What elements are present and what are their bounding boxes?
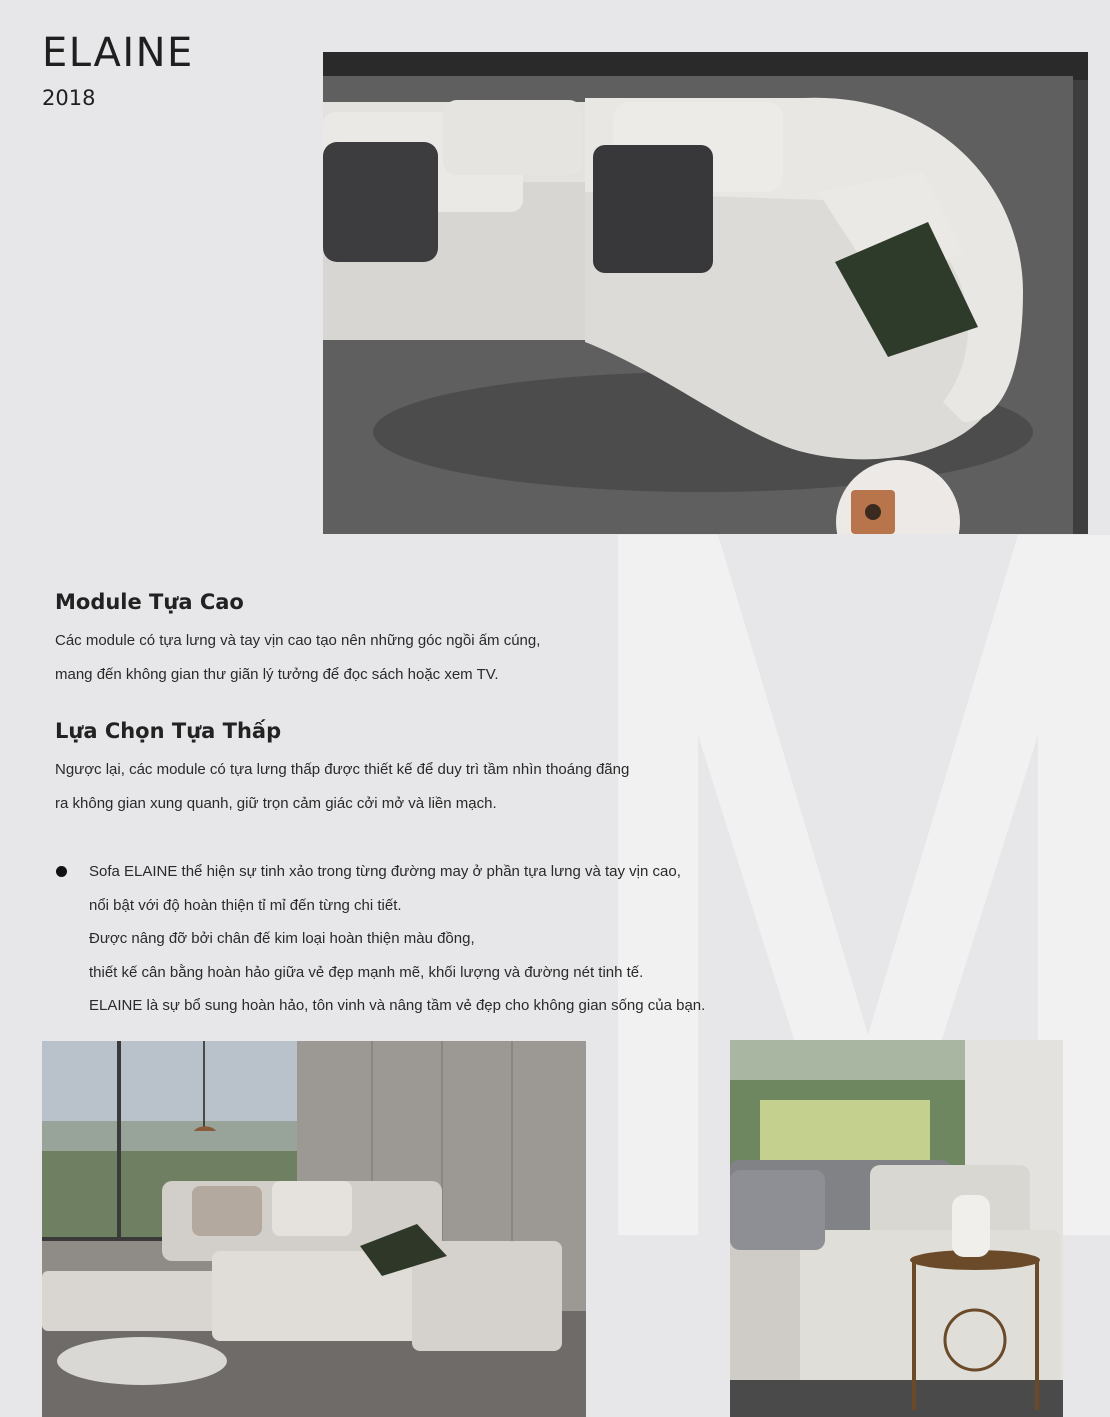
high-back-section <box>55 590 735 692</box>
high-back-heading: Module Tựa Cao <box>55 590 244 614</box>
low-back-section <box>55 719 735 821</box>
high-back-line-1: Các module có tựa lưng và tay vịn cao tạo nên những góc ngồi ấm cúng, <box>55 632 541 649</box>
low-back-line-2: ra không gian xung quanh, giữ trọn cảm giác cởi mở và liền mạch. <box>55 795 497 812</box>
low-back-line-1: Ngược lại, các module có tựa lưng thấp được thiết kế để duy trì tầm nhìn thoáng đãng <box>55 761 630 778</box>
highlight-line-5: ELAINE là sự bổ sung hoàn hảo, tôn vinh và nâng tầm vẻ đẹp cho không gian sống của bạn. <box>89 997 706 1014</box>
living-room-photo <box>42 1041 586 1417</box>
high-back-line-2: mang đến không gian thư giãn lý tưởng để đọc sách hoặc xem TV. <box>55 666 499 683</box>
low-back-heading: Lựa Chọn Tựa Thấp <box>55 719 282 743</box>
sofa-detail-photo <box>730 1040 1063 1417</box>
highlight-line-3: Được nâng đỡ bởi chân đế kim loại hoàn thiện màu đồng, <box>89 930 475 947</box>
bullet-dot-icon <box>56 866 67 877</box>
sofa-aerial-photo <box>323 52 1088 534</box>
highlight-line-4: thiết kế cân bằng hoàn hảo giữa vẻ đẹp mạnh mẽ, khối lượng và đường nét tinh tế. <box>89 963 644 981</box>
highlight-line-1: Sofa ELAINE thể hiện sự tinh xảo trong từng đường may ở phần tựa lưng và tay vịn cao, <box>89 863 681 880</box>
highlight-bullet <box>55 855 755 1023</box>
highlight-line-2: nổi bật với độ hoàn thiện tỉ mỉ đến từng chi tiết. <box>89 896 402 914</box>
product-year: 2018 <box>42 86 96 110</box>
product-title: ELAINE <box>42 30 194 76</box>
